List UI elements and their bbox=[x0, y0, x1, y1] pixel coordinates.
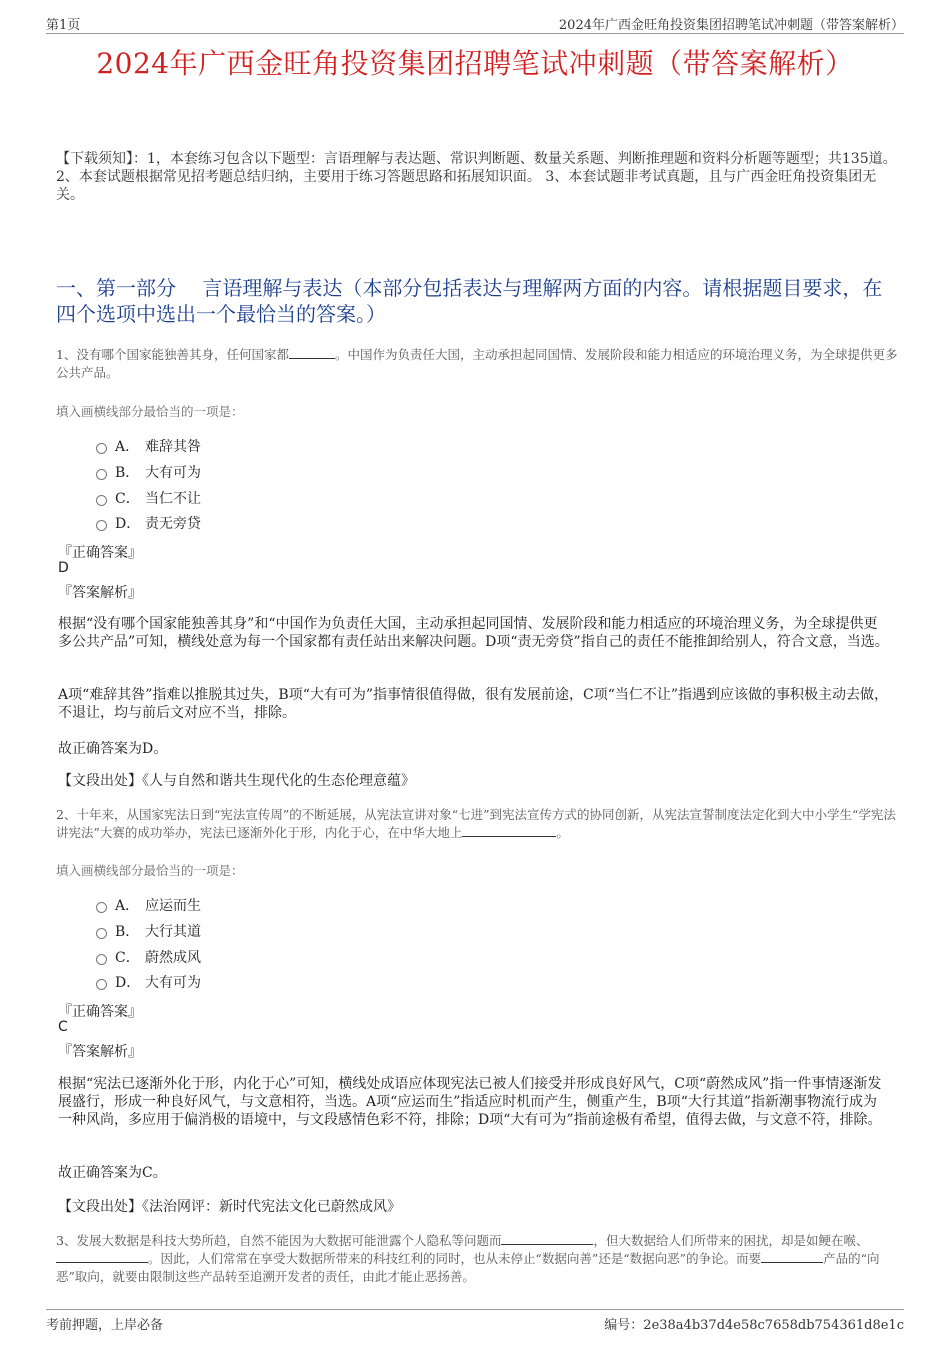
question-1-option-c[interactable]: C． 当仁不让 bbox=[96, 488, 201, 508]
footer-doc-id: 编号：2e38a4b37d4e58c7658db754361d8e1c bbox=[604, 1318, 904, 1333]
question-2-option-a[interactable]: A． 应运而生 bbox=[96, 895, 201, 915]
radio-icon[interactable] bbox=[96, 520, 107, 531]
question-2-answer-label: 『正确答案』 bbox=[58, 1004, 142, 1020]
question-1-answer: D bbox=[58, 560, 69, 576]
page-footer bbox=[46, 1314, 904, 1334]
question-2-option-b[interactable]: B． 大行其道 bbox=[96, 921, 201, 941]
section-heading: 一、第一部分 言语理解与表达（本部分包括表达与理解两方面的内容。请根据题目要求，在四个选项中选出一个最恰当的答案。） bbox=[56, 276, 883, 326]
question-1-analysis-label: 『答案解析』 bbox=[58, 585, 142, 601]
answer-blank bbox=[462, 824, 556, 837]
question-1-option-d[interactable]: D． 责无旁贷 bbox=[96, 513, 201, 533]
radio-icon[interactable] bbox=[96, 495, 107, 506]
question-1-conclusion: 故正确答案为D。 bbox=[58, 741, 168, 757]
footer-slogan: 考前押题，上岸必备 bbox=[46, 1318, 164, 1333]
radio-icon[interactable] bbox=[96, 902, 107, 913]
download-notice: 【下载须知】：1，本套练习包含以下题型：言语理解与表达题、常识判断题、数量关系题、判断推理题和资料分析题等题型；共135道。 2、本套试题根据常见招考题总结归纳，主要用于练习答题思路和拓展知识面。 3、本套试题非考试真题，且与广西金旺角投资集团无关。 bbox=[56, 151, 897, 203]
question-1-option-b[interactable]: B． 大有可为 bbox=[96, 462, 201, 482]
answer-blank bbox=[56, 1250, 148, 1263]
question-2-analysis-label: 『答案解析』 bbox=[58, 1044, 142, 1060]
question-2-answer: C bbox=[58, 1019, 68, 1035]
header-divider bbox=[46, 33, 904, 34]
question-1-source: 【文段出处】《人与自然和谐共生现代化的生态伦理意蕴》 bbox=[58, 773, 415, 789]
question-1-analysis-2: A项“难辞其咎”指难以推脱其过失，B项“大有可为”指事情很值得做，很有发展前途，C项“当仁不让”指遇到应该做的事积极主动去做，不退让，均与前后文对应不当，排除。 bbox=[58, 687, 889, 721]
radio-icon[interactable] bbox=[96, 928, 107, 939]
page-number: 第1页 bbox=[46, 18, 81, 33]
question-1-option-a[interactable]: A． 难辞其咎 bbox=[96, 436, 201, 456]
question-2-analysis-1: 根据“宪法已逐渐外化于形，内化于心”可知，横线处成语应体现宪法已被人们接受并形成良好风气，C项“蔚然成风”指一件事情逐渐发展盛行，形成一种良好风气，与文意相符，当选。A项“应运而生”指适应时机而产生，侧重产生，B项“大行其道”指新潮事物流行成为一种风尚，多应用于偏消极的语境中，与文段感情色彩不符，排除；D项“大有可为”指前途极有希望，值得去做，与文意不符，排除。 bbox=[58, 1076, 882, 1128]
question-2-option-c[interactable]: C． 蔚然成风 bbox=[96, 947, 201, 967]
page-title: 2024年广西金旺角投资集团招聘笔试冲刺题（带答案解析） bbox=[96, 47, 854, 80]
question-2-source: 【文段出处】《法治网评：新时代宪法文化已蔚然成风》 bbox=[58, 1199, 401, 1215]
question-2-option-d[interactable]: D． 大有可为 bbox=[96, 972, 201, 992]
page-header bbox=[46, 14, 904, 34]
question-1-analysis-1: 根据“没有哪个国家能独善其身”和“中国作为负责任大国，主动承担起同国情、发展阶段和能力相适应的环境治理义务，为全球提供更多公共产品”可知，横线处意为每一个国家都有责任站出来解决问题。D项“责无旁贷”指自己的责任不能推卸给别人，符合文意，当选。 bbox=[58, 616, 889, 650]
question-2-stem: 2、十年来，从国家宪法日到“宪法宣传周”的不断延展，从宪法宣讲对象“七进”到宪法宣传方式的协同创新，从宪法宣誓制度法定化到大中小学生“学宪法讲宪法”大赛的成功举办，宪法已逐渐外化于形，内化于心，在中华大地上 。 bbox=[56, 807, 896, 840]
header-doc-title: 2024年广西金旺角投资集团招聘笔试冲刺题（带答案解析） bbox=[558, 18, 904, 33]
question-2-conclusion: 故正确答案为C。 bbox=[58, 1165, 167, 1181]
answer-blank bbox=[501, 1232, 593, 1245]
question-1-stem: 1、没有哪个国家能独善其身，任何国家都 。中国作为负责任大国，主动承担起同国情、发展阶段和能力相适应的环境治理义务，为全球提供更多公共产品。 bbox=[56, 347, 898, 380]
question-1-prompt: 填入画横线部分最恰当的一项是： bbox=[56, 404, 244, 419]
footer-divider bbox=[46, 1309, 904, 1310]
radio-icon[interactable] bbox=[96, 443, 107, 454]
answer-blank bbox=[761, 1250, 823, 1263]
question-1-answer-label: 『正确答案』 bbox=[58, 545, 142, 561]
question-3-stem: 3、发展大数据是科技大势所趋，自然不能因为大数据可能泄露个人隐私等问题而 ，但大数据给人们所带来的困扰，却是如鲠在喉、。因此，人们常常在享受大数据所带来的科技红利的同时，也从未停止“数据向善”还是“数据向恶”的争论。而要 产品的“向恶”取向，就要由限制这些产品转至追溯开发者的责任，由此才能止恶扬善。 bbox=[56, 1233, 880, 1284]
radio-icon[interactable] bbox=[96, 954, 107, 965]
question-2-prompt: 填入画横线部分最恰当的一项是： bbox=[56, 863, 244, 878]
radio-icon[interactable] bbox=[96, 979, 107, 990]
answer-blank bbox=[289, 346, 335, 359]
radio-icon[interactable] bbox=[96, 469, 107, 480]
